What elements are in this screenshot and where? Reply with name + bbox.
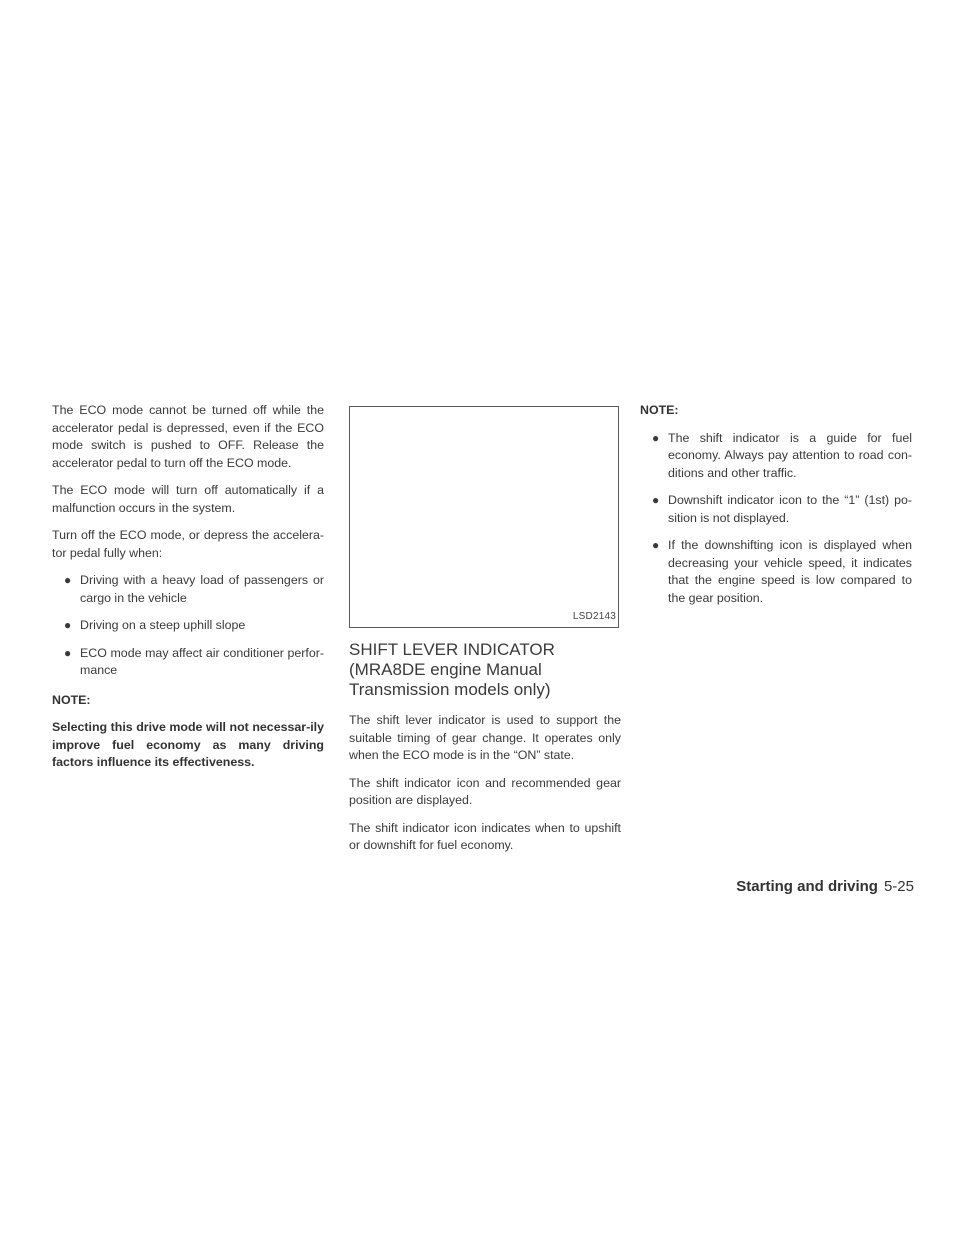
list-item: ● The shift indicator is a guide for fuel economy. Always pay attention to road con-ditions and other traffic.	[652, 430, 912, 480]
note-text: Selecting this drive mode will not necessar-ily improve fuel economy as many driving factors influence its effectiveness.	[52, 720, 324, 769]
list-item: ● Downshift indicator icon to the “1” (1st) po-sition is not displayed.	[652, 493, 912, 525]
bullet-icon: ●	[64, 618, 72, 632]
shift-indicator-paragraph-2: The shift indicator icon and recommended gear position are displayed.	[349, 775, 621, 807]
list-item: ● Driving with a heavy load of passengers or cargo in the vehicle	[64, 573, 324, 605]
page-footer	[736, 878, 914, 895]
section-heading: SHIFT LEVER INDICATOR (MRA8DE engine Manual Transmission models only)	[349, 640, 555, 699]
shift-indicator-paragraph-1: The shift lever indicator is used to support the suitable timing of gear change. It operates only when the ECO mode is in the “ON” state.	[349, 713, 621, 762]
column-left	[52, 402, 324, 772]
list-item: ● ECO mode may affect air conditioner perfor-mance	[64, 645, 324, 677]
eco-conditions-list	[52, 572, 324, 680]
bullet-icon: ●	[652, 430, 660, 445]
bullet-icon: ●	[652, 493, 660, 507]
eco-malfunction-paragraph: The ECO mode will turn off automatically if a malfunction occurs in the system.	[52, 483, 324, 515]
shift-indicator-paragraph-3: The shift indicator icon indicates when to upshift or downshift for fuel economy.	[349, 820, 621, 852]
eco-off-paragraph: The ECO mode cannot be turned off while the accelerator pedal is depressed, even if the ECO mode switch is pushed to OFF. Release the accelerator pedal to turn off the ECO mode.	[52, 403, 324, 470]
note-title: NOTE:	[52, 692, 91, 707]
note-list	[640, 430, 912, 608]
bullet-icon: ●	[64, 645, 72, 660]
page-number: 5-25	[883, 878, 914, 895]
footer-section-name: Starting and driving	[736, 878, 878, 895]
list-item: ● If the downshifting icon is displayed when decreasing your vehicle speed, it indicates that the engine speed is low compared to the gear position.	[652, 538, 912, 605]
figure-code: LSD2143	[572, 610, 616, 622]
column-middle	[349, 406, 621, 865]
note-title: NOTE:	[640, 403, 679, 417]
eco-conditions-intro: Turn off the ECO mode, or depress the accelera-tor pedal fully when:	[52, 528, 324, 560]
column-right	[640, 402, 912, 617]
bullet-icon: ●	[652, 538, 660, 552]
list-item: ● Driving on a steep uphill slope	[52, 617, 324, 635]
figure-illustration	[349, 406, 619, 628]
bullet-icon: ●	[64, 573, 72, 587]
